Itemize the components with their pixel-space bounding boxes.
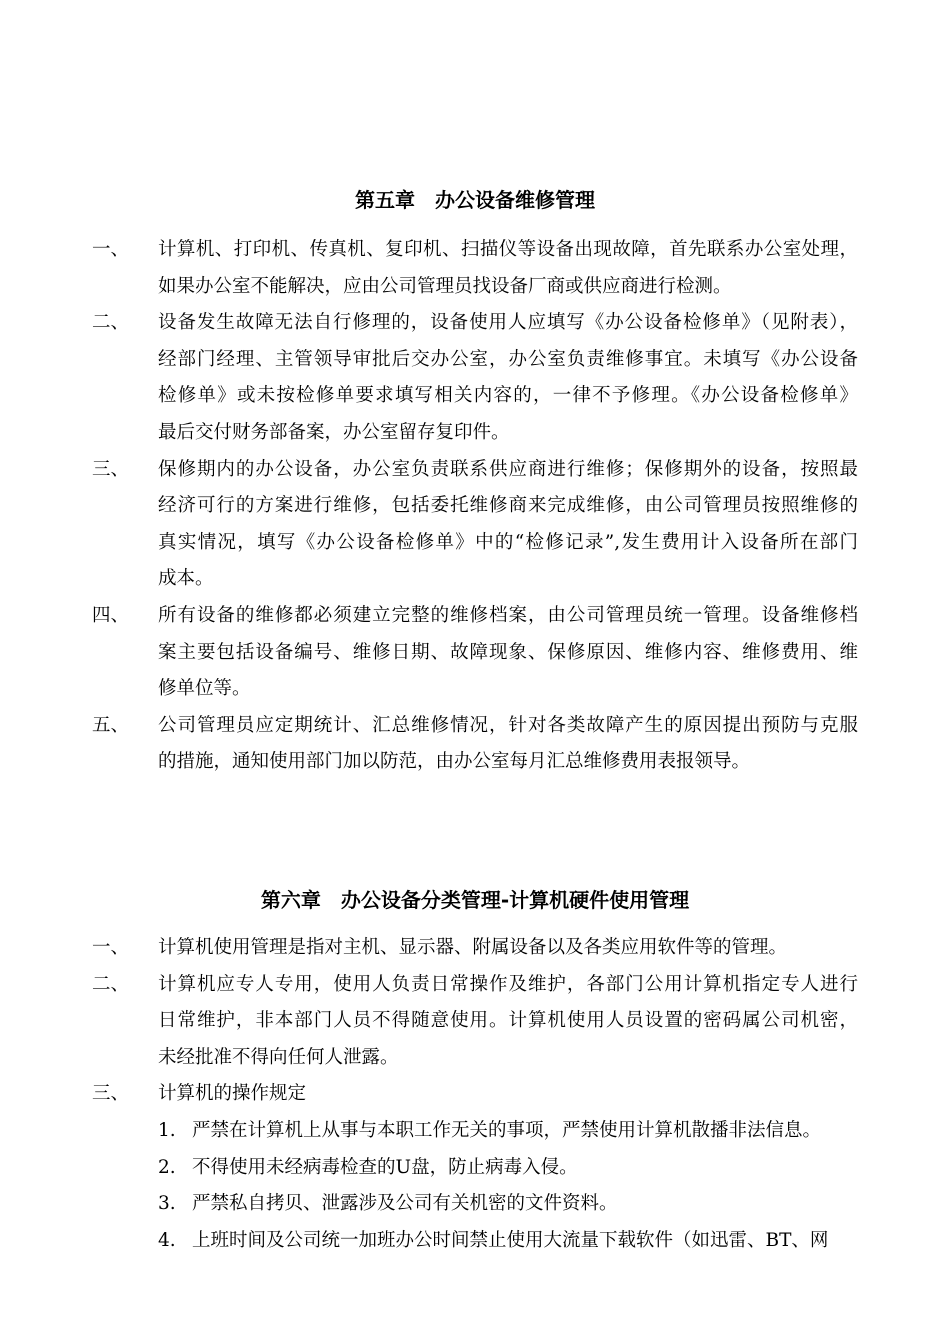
item-number: 一、 (92, 937, 130, 958)
list-item (92, 930, 858, 967)
text-line: 经济可行的方案进行维修，包括委托维修商来完成维修，由公司管理员按照维修的 (158, 495, 858, 517)
chapter-6-title: 第六章 办公设备分类管理-计算机硬件使用管理 (260, 888, 690, 912)
sub-item-text: 严禁在计算机上从事与本职工作无关的事项，严禁使用计算机散播非法信息。 (192, 1119, 822, 1141)
item-number: 二、 (92, 312, 130, 334)
sub-list-item (92, 1150, 858, 1187)
text-line: 计算机的操作规定 (158, 1083, 307, 1105)
list-item (92, 967, 858, 1077)
text-line: 的措施，通知使用部门加以防范，由办公室每月汇总维修费用表报领导。 (158, 751, 751, 773)
text-line: 如果办公室不能解决，应由公司管理员找设备厂商或供应商进行检测。 (158, 275, 732, 297)
text-line: 未经批准不得向任何人泄露。 (158, 1046, 399, 1068)
item-number: 四、 (92, 604, 130, 626)
list-item (92, 305, 858, 451)
text-line: 经部门经理、主管领导审批后交办公室，办公室负责维修事宜。未填写《办公设备 (158, 348, 858, 370)
sub-item-number: 2. (158, 1156, 176, 1178)
text-line: 日常维护，非本部门人员不得随意使用。计算机使用人员设置的密码属公司机密， (158, 1010, 858, 1032)
text-line: 检修单》或未按检修单要求填写相关内容的，一律不予修理。《办公设备检修单》 (158, 385, 858, 407)
sub-item-text: 不得使用未经病毒检查的U盘，防止病毒入侵。 (192, 1156, 578, 1178)
item-number: 一、 (92, 239, 130, 260)
item-number: 三、 (92, 458, 130, 480)
text-line: 修单位等。 (158, 678, 251, 700)
text-line: 计算机、打印机、传真机、复印机、扫描仪等设备出现故障，首先联系办公室处理， (158, 239, 858, 260)
text-line: 计算机应专人专用，使用人负责日常操作及维护，各部门公用计算机指定专人进行 (158, 973, 858, 995)
item-number: 二、 (92, 973, 130, 995)
item-number: 五、 (92, 714, 130, 736)
text-line: 所有设备的维修都必须建立完整的维修档案，由公司管理员统一管理。设备维修档 (158, 604, 858, 626)
list-item (92, 452, 858, 598)
list-item (92, 708, 858, 781)
sub-item-number: 1. (158, 1119, 176, 1141)
chapter-5-title: 第五章 办公设备维修管理 (355, 188, 595, 212)
sub-item-text: 上班时间及公司统一加班办公时间禁止使用大流量下载软件（如迅雷、BT、网 (192, 1229, 829, 1251)
sub-list-item (92, 1113, 858, 1150)
text-line: 计算机使用管理是指对主机、显示器、附属设备以及各类应用软件等的管理。 (158, 937, 788, 958)
sub-list-item (92, 1223, 858, 1260)
list-item (92, 1076, 858, 1113)
text-line: 公司管理员应定期统计、汇总维修情况，针对各类故障产生的原因提出预防与克服 (158, 714, 858, 736)
sub-item-number: 3. (158, 1193, 176, 1215)
list-item (92, 232, 858, 305)
text-line: 真实情况，填写《办公设备检修单》中的“检修记录”,发生费用计入设备所在部门 (158, 531, 858, 553)
text-line: 案主要包括设备编号、维修日期、故障现象、保修原因、维修内容、维修费用、维 (158, 641, 858, 663)
sub-item-number: 4. (158, 1229, 176, 1251)
chapter-6-list (92, 930, 858, 1259)
list-item (92, 598, 858, 708)
text-line: 保修期内的办公设备，办公室负责联系供应商进行维修；保修期外的设备，按照最 (158, 458, 858, 480)
sub-item-text: 严禁私自拷贝、泄露涉及公司有关机密的文件资料。 (192, 1193, 618, 1215)
text-line: 成本。 (158, 568, 214, 590)
text-line: 最后交付财务部备案，办公室留存复印件。 (158, 421, 510, 443)
text-line: 设备发生故障无法自行修理的，设备使用人应填写《办公设备检修单》（见附表）， (158, 312, 858, 334)
sub-list-item (92, 1186, 858, 1223)
chapter-5-list (92, 232, 858, 781)
item-number: 三、 (92, 1083, 130, 1105)
